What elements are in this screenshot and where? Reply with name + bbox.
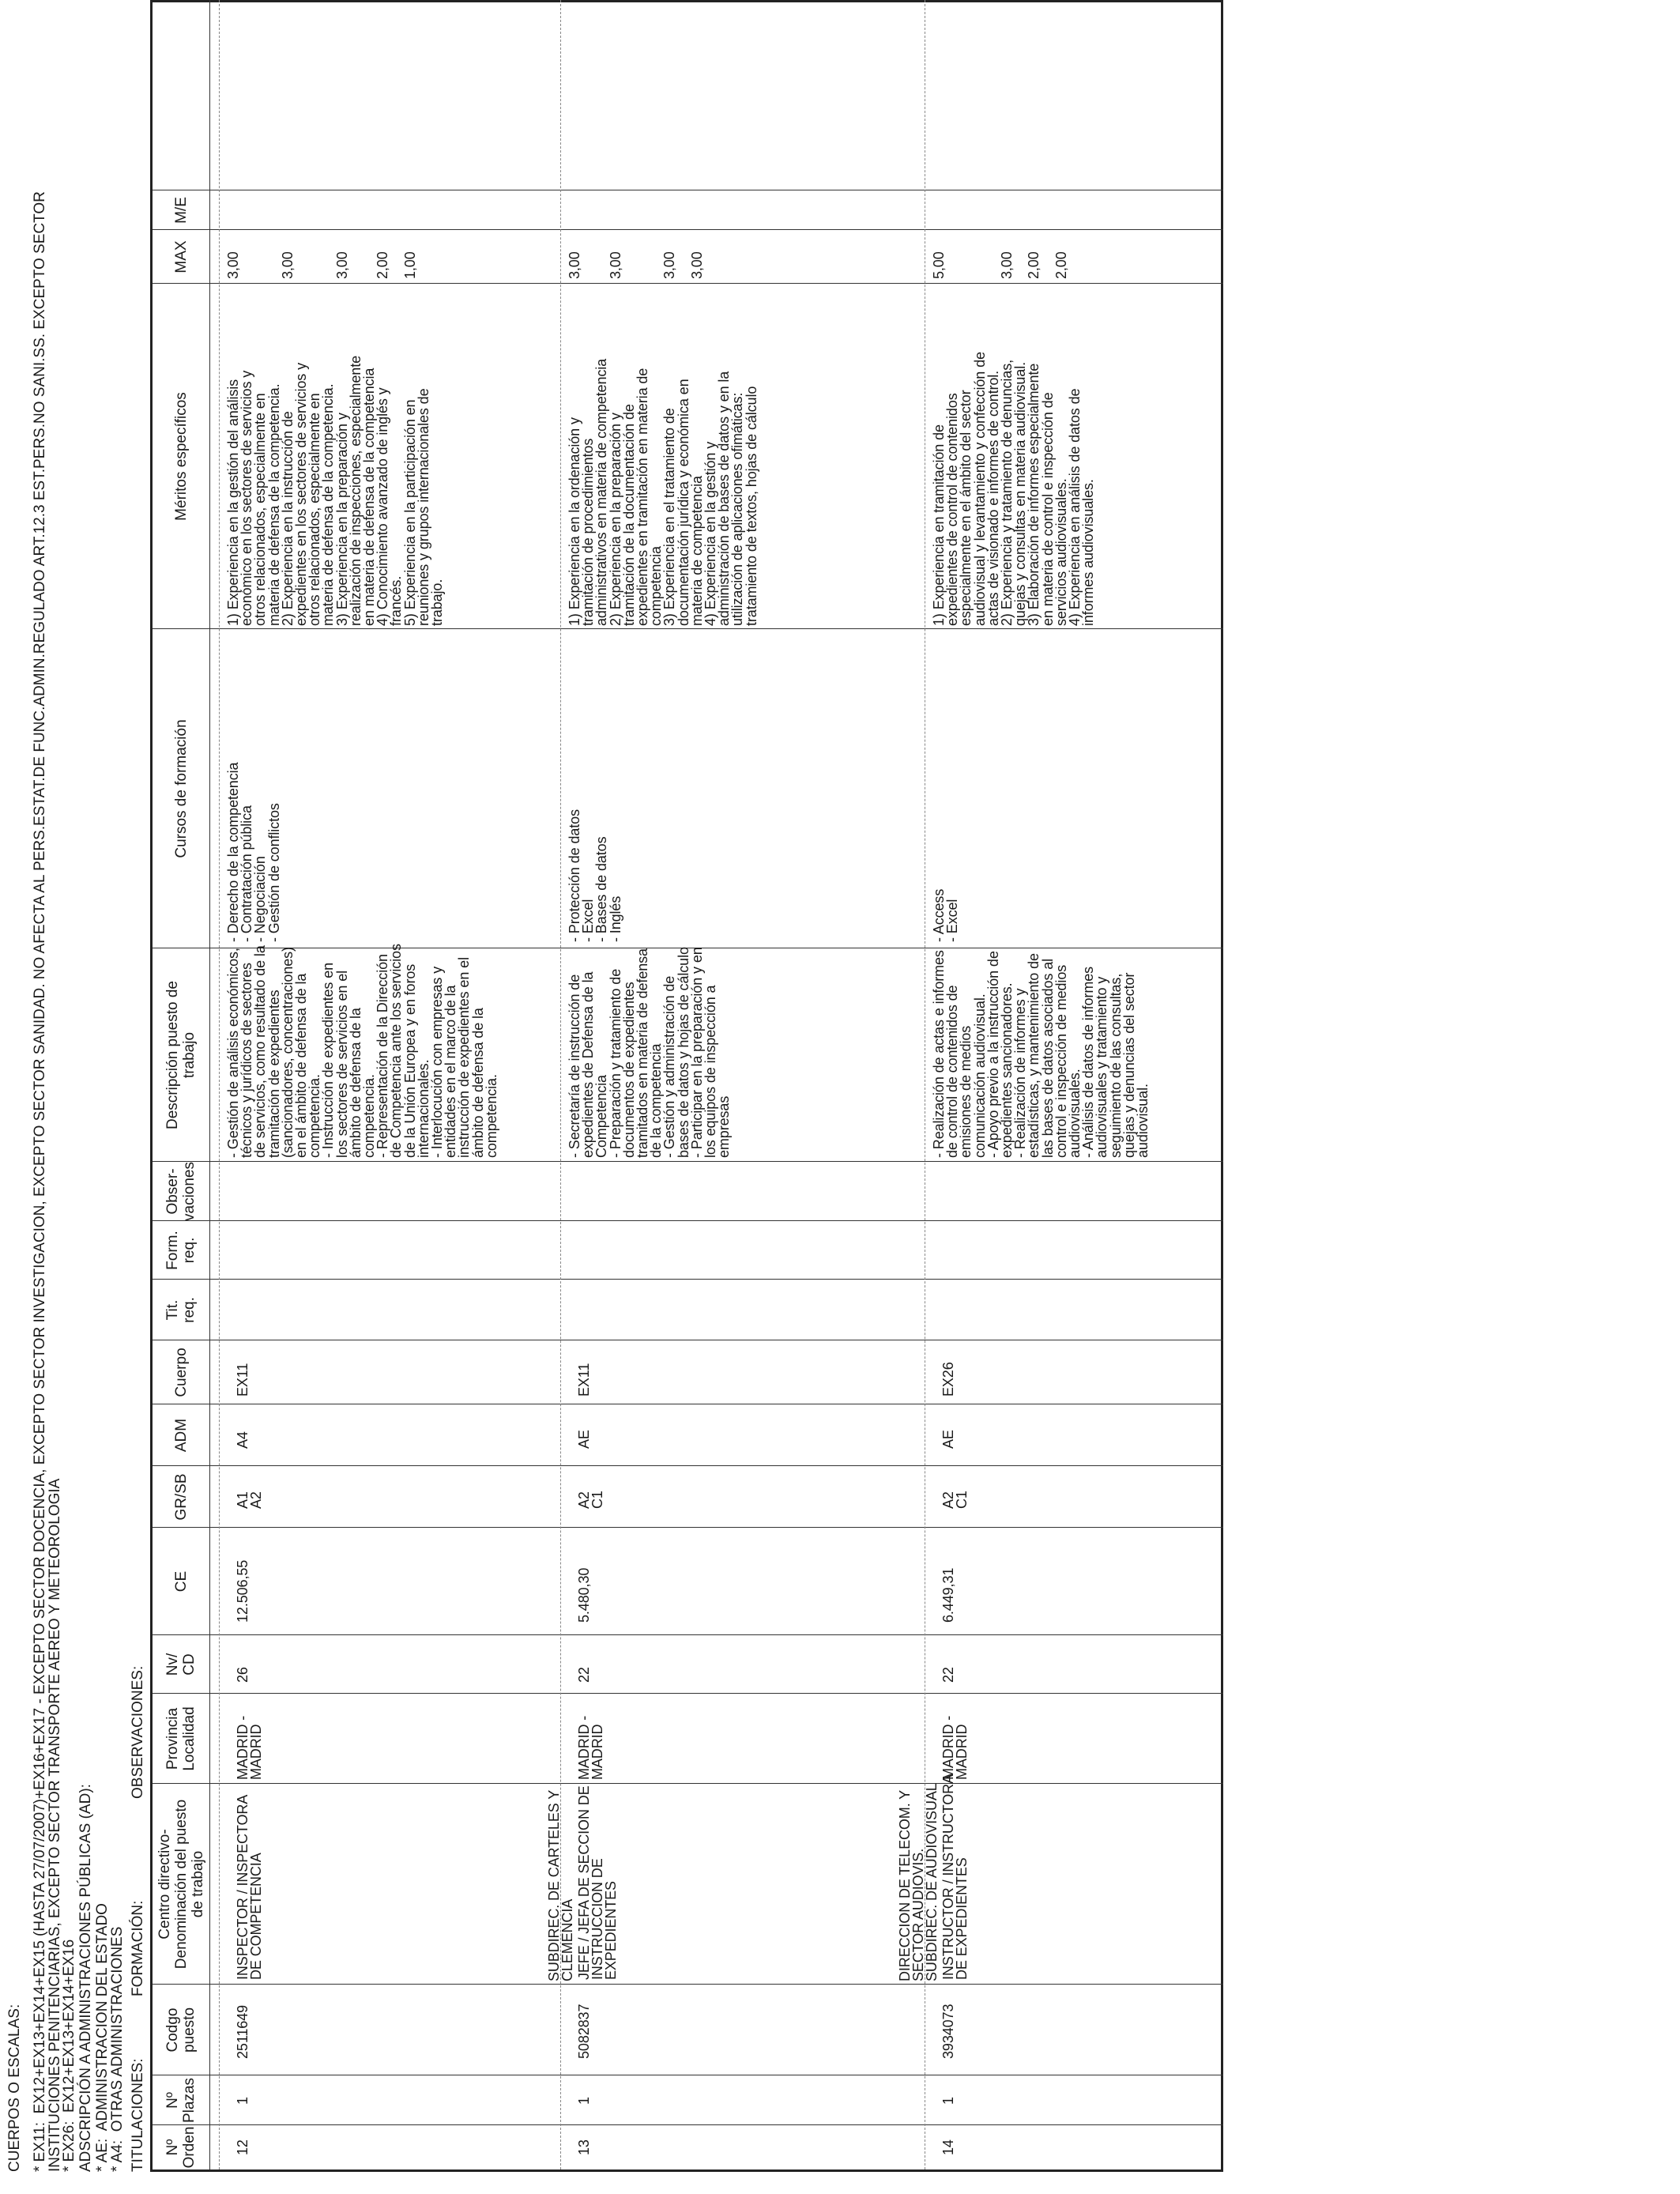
row-12-cursos: - Derecho de la competencia - Contratación pública - Negociación - Gestión de conflictos: [225, 762, 282, 942]
header-plazas: Nº Plazas: [164, 2077, 198, 2124]
header-adm: ADM: [172, 1418, 190, 1453]
row-13-unidad: SUBDIREC. DE CARTELES Y CLEMENCIA: [546, 1789, 576, 1981]
footer-adscripcion-text: * AE: ADMINISTRACION DEL ESTADO * A4: OTRAS ADMINISTRACIONES: [94, 1903, 126, 2172]
max-score: 3,00: [567, 251, 582, 279]
row-12-cuerpo: EX11: [235, 1363, 250, 1397]
header-obs: Obser- vaciones: [164, 1162, 198, 1221]
row-14-descripcion: - Realización de actas e informes de control de contenidos de emisiones de medios comunicación audiovisual. - Apoyo previo a la instrucción de expedientes sancionadores. - Realización de informes y estadísticas, y mantenimiento de las bases de datos asociados al control e inspección de medios audiovisuales. - Análisis de datos de informes audiovisuales y tratamiento y seguimiento de las consultas, quejas y denuncias del sector audiovisual.: [931, 950, 1151, 1158]
row-13-codigo: 5082837: [576, 2004, 592, 2059]
row-14-puesto: INSTRUCTOR / INSTRUCTORA DE EXPEDIENTES: [940, 1774, 970, 1980]
column-divider: [153, 1465, 1223, 1466]
footer-formacion: FORMACIÓN:: [130, 1900, 146, 1996]
column-divider: [153, 1527, 1223, 1528]
footer-observaciones: OBSERVACIONES:: [130, 1665, 146, 1799]
column-divider: [153, 1220, 1223, 1221]
positions-table: [150, 0, 1223, 2172]
max-score: 3,00: [999, 251, 1015, 279]
header-provincia: Provincia Localidad: [164, 1706, 198, 1771]
row-14-unidad: DIRECCION DE TELECOM. Y SECTOR AUDIOVIS. SUBDIREC. DE AUDIOVISUAL: [897, 1783, 940, 1981]
row-12-adm: A4: [235, 1431, 250, 1449]
max-score: 3,00: [607, 251, 623, 279]
column-divider: [153, 628, 1223, 629]
row-14-ce: 6.449,31: [940, 1567, 956, 1623]
row-12-descripcion: - Gestión de análisis económicos, técnicos y jurídicos de sectores de servicios, como resultado de la tramitación de expedientes (sancionadores, concentraciones) en el ámbito de defensa de la competencia. - Instrucción de expedientes en los sectores de servicios en el ámbito de defensa de la competencia. - Representación de la Dirección de Competencia ante los servicios de la Unión Europea y en foros internacionales. - Interlocución con empresas y entidades en el marco de la instrucción de expedientes en el ámbito de defensa de la competencia.: [225, 944, 499, 1158]
row-divider: [219, 0, 220, 2169]
header-orden: Nº Orden: [164, 2126, 198, 2169]
header-form: Form. req.: [164, 1231, 198, 1270]
footer-cuerpos-text: * EX11: EX12+EX13+EX14+EX15 (HASTA 27/07/2007)+EX16+EX17 - EXCEPTO SECTOR DOCENCIA, EXCEPTO SECTOR INVESTIGACION, EXCEPTO SECTOR SANIDAD. NO AFECTA AL PERS.ESTAT.DE FUNC.ADMIN.REGULADO ART.12.3 EST.PERS.NO SANI.SS. EXCEPTO SECTOR INSTITUCIONES PENITENCIARIAS, EXCEPTO SECTOR TRANSPORTE AEREO Y METEOROLOGIA * EX26: EX12+EX13+EX14+EX16: [32, 191, 77, 2172]
max-score: 2,00: [1053, 251, 1069, 279]
header-cuerpo: Cuerpo: [172, 1348, 190, 1397]
row-12-orden: 12: [235, 2139, 250, 2155]
column-divider: [153, 1279, 1223, 1280]
column-divider: [153, 1634, 1223, 1635]
header-max: MAX: [172, 240, 190, 273]
row-14-provincia: MADRID - MADRID: [940, 1715, 970, 1780]
header-tit: Tit. req.: [164, 1297, 198, 1323]
header-centro: Centro directivo- Denominación del puesto de trabajo: [156, 1799, 206, 1970]
row-13-adm: AE: [576, 1430, 592, 1449]
row-14-cuerpo: EX26: [940, 1362, 956, 1397]
header-divider: [209, 0, 210, 2169]
row-12-ce: 12.506,55: [235, 1559, 250, 1623]
column-divider: [153, 1693, 1223, 1694]
column-divider: [153, 1783, 1223, 1784]
header-codigo: Codgo puesto: [164, 2007, 198, 2053]
max-score: 3,00: [279, 251, 296, 279]
row-12-plazas: 1: [235, 2097, 250, 2105]
row-13-ce: 5.480,30: [576, 1567, 592, 1623]
row-13-puesto: JEFE / JEFA DE SECCION DE INSTRUCCION DE EXPEDIENTES: [576, 1785, 620, 1980]
max-score: 3,00: [225, 251, 241, 279]
column-divider: [153, 1984, 1223, 1985]
row-13-nivel: 22: [576, 1667, 592, 1683]
row-14-meritos: 1) Experiencia en tramitación de expedientes de control de contenidos especialmente en el ámbito del sector audiovisual y levantamiento y confección de actas de visionado e informes de control. 2) Experiencia y tratamiento de denuncias, quejas y consultas en materia audiovisual. 3) Elaboración de informes especialmente en materia de control e inspección de servicios audiovisuales. 4) Experiencia en análisis de datos de informes audiovisuales.: [931, 352, 1097, 626]
footer-cuerpos-title: CUERPOS O ESCALAS:: [6, 2004, 23, 2172]
max-score: 1,00: [401, 251, 418, 279]
max-score: 3,00: [661, 251, 678, 279]
row-14-plazas: 1: [940, 2097, 956, 2105]
row-12-grupo: A1 A2: [235, 1491, 265, 1509]
header-nivel: Nv/ CD: [164, 1653, 198, 1676]
row-12-provincia: MADRID - MADRID: [235, 1715, 265, 1780]
max-score: 2,00: [1026, 251, 1042, 279]
row-13-grupo: A2 C1: [576, 1491, 606, 1509]
row-13-provincia: MADRID - MADRID: [576, 1715, 606, 1780]
row-13-cuerpo: EX11: [576, 1363, 592, 1397]
row-13-meritos: 1) Experiencia en la ordenación y tramitación de procedimientos administrativos en materia de competencia 2) Experiencia en la preparación y tramitación de la documentación de expedientes en tramitación en materia de competencia 3) Experiencia en el tratamiento de documentación jurídica y económica en materia de competencia 4) Experiencia en la gestión y administración de bases de datos y en la utilización de aplicaciones ofimáticas: tratamiento de textos, hojas de cálculo: [567, 358, 759, 626]
row-14-nivel: 22: [940, 1667, 956, 1683]
header-meritos: Méritos específicos: [172, 392, 190, 521]
row-14-orden: 14: [940, 2139, 956, 2155]
column-divider: [153, 2124, 1223, 2125]
column-divider: [153, 1161, 1223, 1162]
column-divider: [153, 229, 1223, 230]
row-13-descripcion: - Secretaría de instrucción de expedientes de Defensa de la Competencia - Preparación y tratamiento de documentos de expedientes tramitados en materia de defensa de la competencia - Gestión y administración de bases de datos y hojas de cálculo - Participar en la preparación y en los equipos de inspección a empresas: [567, 947, 733, 1158]
row-14-adm: AE: [940, 1430, 956, 1449]
column-divider: [153, 283, 1223, 284]
max-score: 3,00: [688, 251, 705, 279]
row-14-codigo: 3934073: [940, 2004, 956, 2059]
footer-adscripcion-title: ADSCRIPCIÓN A ADMINISTRACIONES PÚBLICAS (AD):: [77, 1784, 94, 2172]
row-13-plazas: 1: [576, 2097, 592, 2105]
row-12-nivel: 26: [235, 1667, 250, 1683]
row-14-cursos: - Access - Excel: [931, 888, 961, 942]
footer-titulaciones: TITULACIONES:: [130, 2058, 146, 2172]
max-score: 3,00: [333, 251, 350, 279]
row-14-grupo: A2 C1: [940, 1491, 970, 1509]
header-grupo: GR/SB: [172, 1473, 190, 1521]
max-score: 5,00: [931, 251, 947, 279]
header-ce: CE: [172, 1570, 190, 1593]
row-13-cursos: - Protección de datos - Excel - Bases de datos - Inglés: [567, 809, 623, 942]
header-cursos: Cursos de formación: [172, 719, 190, 858]
header-descripcion: Descripción puesto de trabajo: [164, 981, 198, 1129]
row-13-orden: 13: [576, 2139, 592, 2155]
row-12-codigo: 2511649: [235, 2004, 250, 2059]
row-12-meritos: 1) Experiencia en la gestión del análisis económico en los sectores de servicios y otros relacionados, especialmente en materia de defensa de la competencia. 2) Experiencia en la instrucción de expedientes en los sectores de servicios y otros relacionados, especialmente en materia de defensa de la competencia. 3) Experiencia en la preparación y realización de inspecciones, especialmente en materia de defensa de la competencia 4) Conocimiento avanzado de inglés y francés. 5) Experiencia en la participación en reuniones y grupos internacionales de trabajo.: [225, 355, 446, 626]
header-me: M/E: [172, 197, 190, 224]
row-12-puesto: INSPECTOR / INSPECTORA DE COMPETENCIA: [235, 1794, 265, 1980]
max-score: 2,00: [375, 251, 391, 279]
